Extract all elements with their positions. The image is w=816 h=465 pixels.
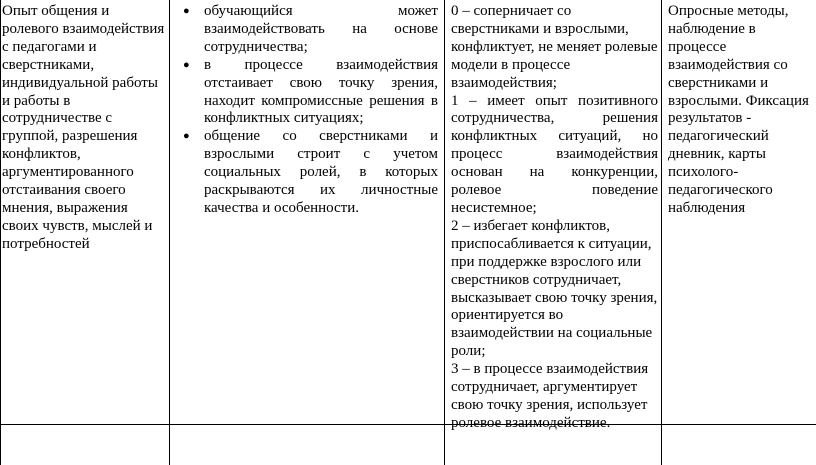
column-divider-2 — [444, 0, 445, 465]
bullet-icon: ● — [183, 130, 190, 143]
bullet-icon: ● — [183, 5, 190, 17]
level-1-text: 1 – имеет опыт позитивного сотрудничества, решения конфликтных ситуаций, но процесс взаимодействия основан на конкуренции, ролевое поведение несистемное; — [451, 92, 658, 216]
criteria-list — [176, 3, 438, 218]
levels-cell — [451, 3, 658, 433]
column-divider-1 — [169, 0, 170, 465]
list-item: ● общение со сверстниками и взрослыми строит с учетом социальных ролей, в которых раскрываются их личностные качества и особенности. — [183, 128, 438, 216]
experience-cell: Опыт общения и ролевого взаимодействия с педагогами и сверстниками, индивидуальной работы и работы в сотрудничестве с группой, разрешения конфликтов, аргументированного отстаивания своего мнения, выражения своих чувств, мыслей и потребностей — [2, 3, 165, 252]
list-item: ● в процессе взаимодействия отстаивает свою точку зрения, находит компромиссные решения в конфликтных ситуациях; — [183, 56, 438, 127]
level-2-text: 2 – избегает конфликтов, приспосабливается к ситуации, при поддержке взрослого или сверстников сотрудничает, высказывает свою точку зрения, ориентируется во взаимодействии на социальные роли; — [451, 217, 658, 360]
row-divider — [0, 424, 816, 425]
criteria-cell — [176, 3, 438, 218]
level-0-text: 0 – соперничает со сверстниками и взрослыми, конфликтует, не меняет ролевые модели в процессе взаимодействия; — [451, 3, 658, 91]
bullet-icon: ● — [183, 58, 190, 71]
table-border-left — [0, 0, 1, 465]
level-3-text: 3 – в процессе взаимодействия сотрудничает, аргументирует свою точку зрения, использует ролевое взаимодействие. — [451, 361, 649, 431]
methods-cell: Опросные методы, наблюдение в процессе взаимодействия со сверстниками и взрослыми. Фиксация результатов - педагогический дневник, карты психолого-педагогического наблюдения — [668, 3, 809, 216]
list-item: ● обучающийся может взаимодействовать на основе сотрудничества; — [183, 3, 438, 55]
column-divider-3 — [661, 0, 662, 465]
